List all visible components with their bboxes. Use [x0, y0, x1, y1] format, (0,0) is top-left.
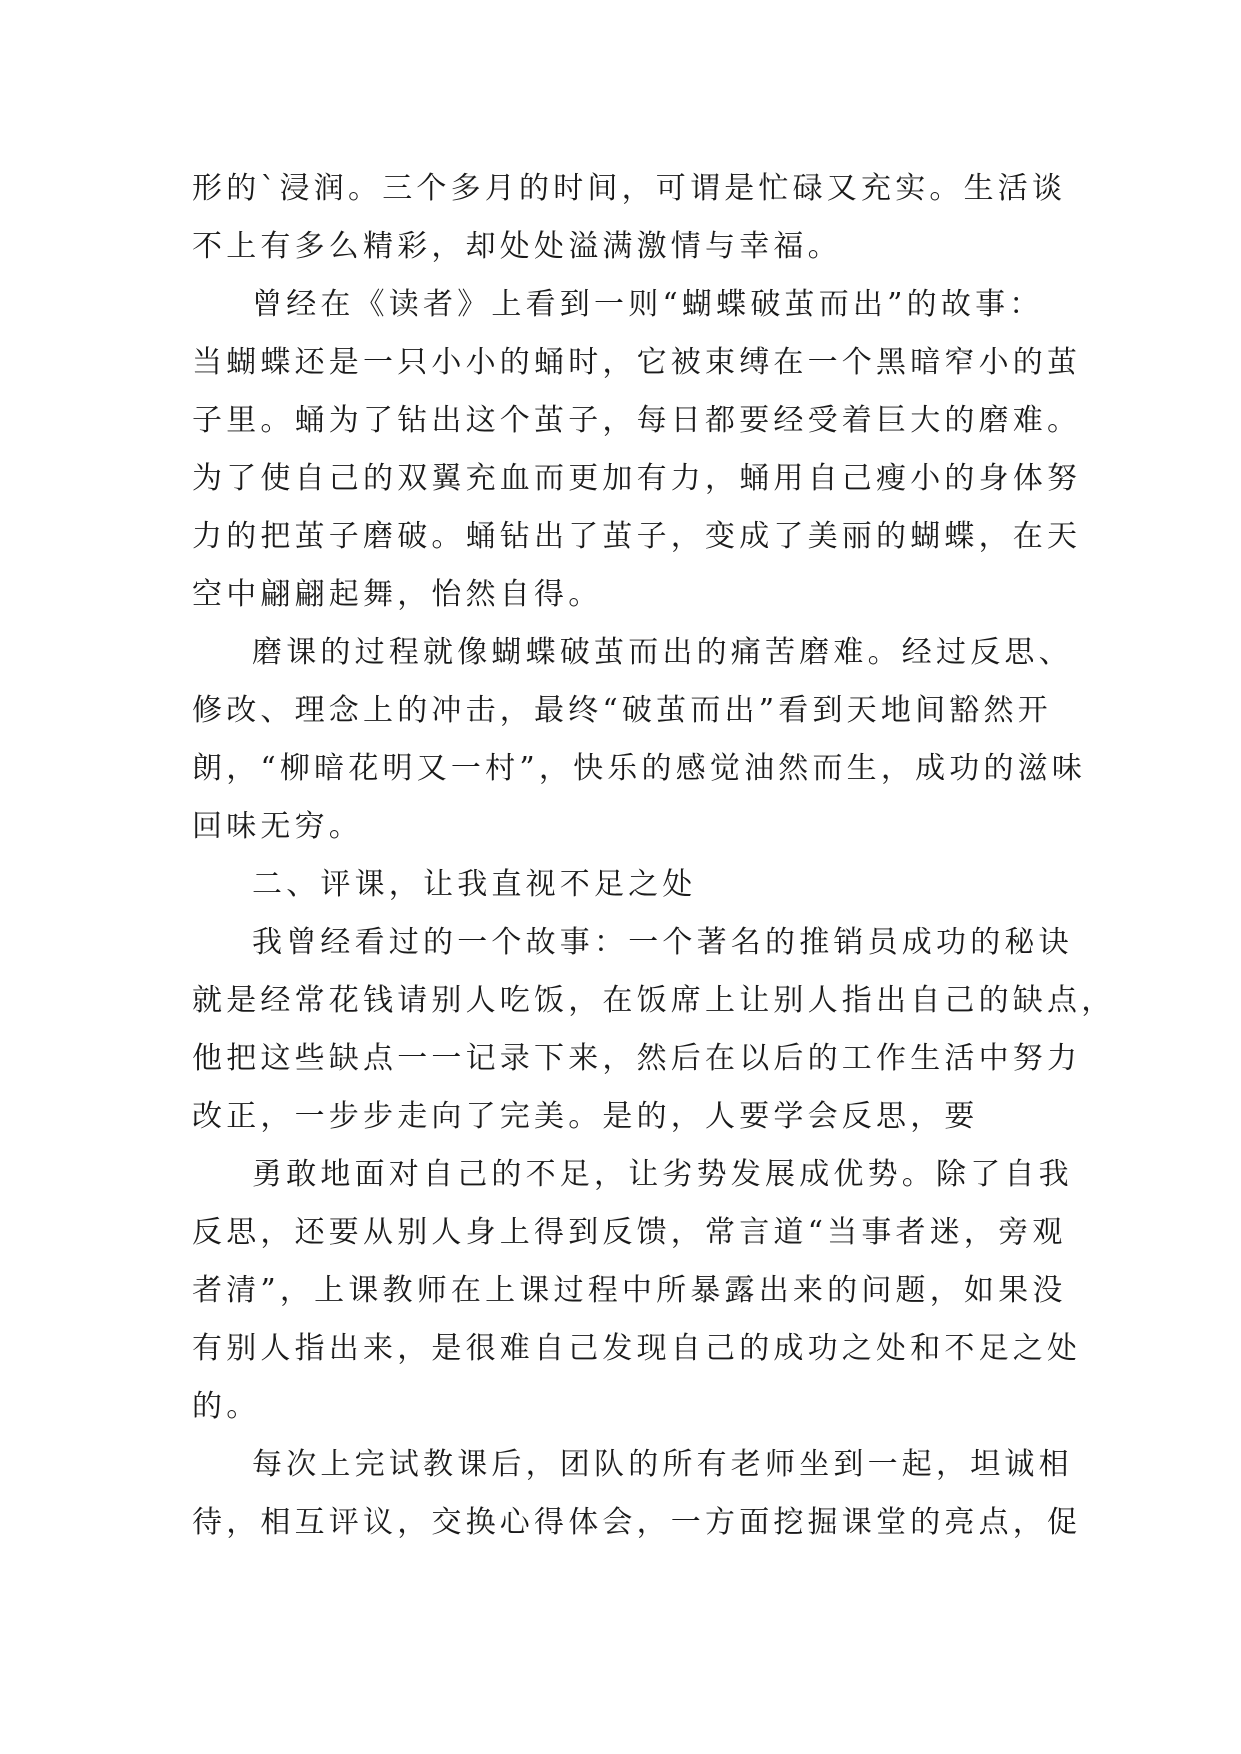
text-line-22: 的。	[192, 1389, 261, 1424]
text-line-4: 当蝴蝶还是一只小小的蛹时，它被束缚在一个黑暗窄小的茧	[192, 345, 1082, 380]
text-line-10: 修改、理念上的冲击，最终“破茧而出”看到天地间豁然开	[192, 693, 1052, 728]
text-line-3: 曾经在《读者》上看到一则“蝴蝶破茧而出”的故事：	[252, 287, 1044, 322]
text-line-18: 勇敢地面对自己的不足，让劣势发展成优势。除了自我	[252, 1157, 1073, 1192]
text-line-23: 每次上完试教课后，团队的所有老师坐到一起，坦诚相	[252, 1447, 1073, 1482]
text-line-24: 待，相互评议，交换心得体会，一方面挖掘课堂的亮点，促	[192, 1505, 1082, 1540]
text-line-12: 回味无穷。	[192, 809, 363, 844]
text-line-21: 有别人指出来，是很难自己发现自己的成功之处和不足之处	[192, 1331, 1082, 1366]
text-line-2: 不上有多么精彩，却处处溢满激情与幸福。	[192, 229, 842, 264]
text-line-17: 改正，一步步走向了完美。是的，人要学会反思，要	[192, 1099, 979, 1134]
text-line-16: 他把这些缺点一一记录下来，然后在以后的工作生活中努力	[192, 1041, 1082, 1076]
text-line-9: 磨课的过程就像蝴蝶破茧而出的痛苦磨难。经过反思、	[252, 635, 1073, 670]
text-line-11: 朗，“柳暗花明又一村”，快乐的感觉油然而生，成功的滋味	[192, 751, 1087, 786]
text-line-14: 我曾经看过的一个故事：一个著名的推销员成功的秘诀	[252, 925, 1073, 960]
text-line-6: 为了使自己的双翼充血而更加有力，蛹用自己瘦小的身体努	[192, 461, 1082, 496]
text-line-15: 就是经常花钱请别人吃饭，在饭席上让别人指出自己的缺点，	[192, 983, 1116, 1018]
text-line-5: 子里。蛹为了钻出这个茧子，每日都要经受着巨大的磨难。	[192, 403, 1082, 438]
document-body	[192, 160, 1116, 1552]
text-line-8: 空中翩翩起舞，怡然自得。	[192, 577, 603, 612]
section-heading: 二、评课，让我直视不足之处	[252, 867, 697, 902]
text-line-1: 形的`浸润。三个多月的时间，可谓是忙碌又充实。生活谈	[192, 171, 1067, 206]
text-line-7: 力的把茧子磨破。蛹钻出了茧子，变成了美丽的蝴蝶，在天	[192, 519, 1082, 554]
text-line-20: 者清”，上课教师在上课过程中所暴露出来的问题，如果没	[192, 1273, 1067, 1308]
text-line-19: 反思，还要从别人身上得到反馈，常言道“当事者迷，旁观	[192, 1215, 1067, 1250]
